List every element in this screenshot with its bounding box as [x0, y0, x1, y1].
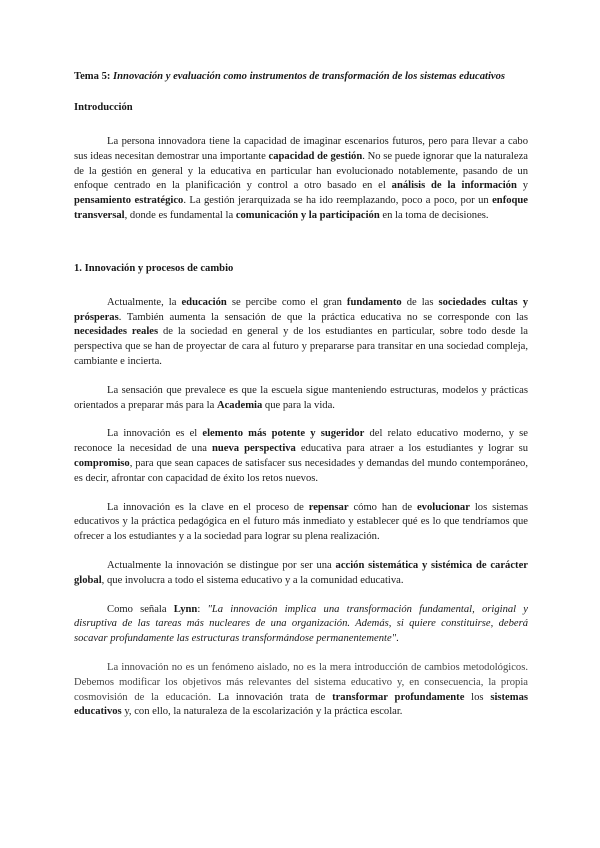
text-run: Como señala	[107, 603, 174, 615]
section-body	[74, 296, 528, 720]
text-run: y	[516, 180, 528, 192]
text-run: . La gestión jerarquizada se ha ido reemplazando, poco a poco, por un	[183, 195, 493, 207]
body-paragraph	[74, 296, 528, 370]
document-title	[74, 70, 528, 84]
bold-term: educación	[181, 296, 227, 308]
bold-term: elemento más potente y sugeridor	[202, 428, 365, 440]
text-run: del relato educativo moderno, y se reconoce la necesidad de una	[74, 428, 528, 455]
bold-term: análisis de la información	[391, 180, 517, 192]
bold-term: fundamento	[346, 296, 402, 308]
title-lead: Tema 5:	[74, 71, 111, 82]
bold-term: nueva perspectiva	[211, 443, 296, 455]
text-run: . No se puede ignorar que la naturaleza de la gestión en general y la educativa en particular han evolucionado notablemente, pasando de un enfoque centrado en la planificación y control a otro basado en el	[74, 150, 528, 192]
text-run: Actualmente la innovación se distingue por ser una	[107, 559, 336, 571]
text-run: los	[464, 691, 491, 703]
text-run: los sistemas educativos y la práctica pedagógica en el futuro más inmediato y establecer qué es lo que tendríamos que ofrecer a los estudiantes y a la sociedad para lograr su plena realización.	[74, 501, 528, 543]
bold-term: capacidad de gestión	[268, 150, 363, 162]
bold-term: pensamiento estratégico	[74, 195, 184, 207]
bold-term: transformar profundamente	[332, 691, 465, 703]
quote-text: "La innovación implica una transformación fundamental, original y disruptiva de las tareas más nucleares de una organización. Además, si quiere constituirse, deberá socavar profundamente las estructuras transformándose permanentemente"	[74, 603, 528, 645]
bold-term: repensar	[308, 501, 349, 513]
text-run: :	[197, 603, 208, 615]
bold-term: Academia	[216, 399, 263, 411]
body-paragraph	[74, 559, 528, 589]
bold-term: acción sistemática y sistémica de carácter global	[74, 559, 528, 586]
text-run: Actualmente, la	[107, 296, 182, 308]
text-run: La sensación que prevalece es que la escuela sigue manteniendo estructuras, modelos y prácticas orientados a preparar más para la	[74, 384, 528, 411]
text-run: La innovación trata de	[217, 691, 333, 703]
bold-term: sistemas educativos	[74, 691, 528, 718]
text-run: La innovación no es un fenómeno aislado, no es la mera introducción de cambios metodológicos. Debemos modificar los objetivos más relevantes del sistema educativo y, en consecuencia, la propia cosmovisión de la educación.	[74, 661, 528, 703]
text-run: La persona innovadora tiene la capacidad de imaginar escenarios futuros, pero para llevar a cabo sus ideas necesitan demostrar una importante	[74, 136, 528, 162]
body-paragraph	[74, 603, 528, 647]
body-paragraph	[74, 501, 528, 545]
text-run: de la sociedad en general y de los estudiantes en particular, sobre todo desde la perspectiva que se han de proyectar de cara al futuro y prepararse para transitar en una sociedad compleja, cambiante e incierta.	[74, 326, 528, 367]
text-run: de las	[401, 296, 439, 308]
text-run: , que involucra a todo el sistema educativo y a la comunidad educativa.	[101, 574, 404, 586]
text-run: , donde es fundamental la	[124, 209, 236, 221]
text-run: , para que sean capaces de satisfacer sus necesidades y demandas del mundo contemporáneo, es decir, afrontar con capacidad de éxito los retos nuevos.	[74, 457, 528, 484]
text-run: La innovación es la clave en el proceso de	[107, 501, 309, 513]
bold-term: compromiso	[74, 457, 130, 469]
bold-term: comunicación y la participación	[235, 209, 380, 221]
text-run: se percibe como el gran	[226, 296, 347, 308]
text-run: . También aumenta la sensación de que la práctica educativa no se corresponde con las	[118, 311, 528, 323]
text-run: y, con ello, la naturaleza de la escolarización y la práctica escolar.	[121, 706, 403, 718]
text-run: La innovación es el	[107, 428, 203, 440]
intro-paragraph	[74, 135, 528, 224]
bold-term: Lynn	[173, 603, 198, 615]
section-heading: 1. Innovación y procesos de cambio	[74, 262, 234, 274]
text-run: .	[396, 633, 399, 645]
text-run: cómo han de	[348, 501, 417, 513]
body-paragraph	[74, 384, 528, 414]
bold-term: enfoque transversal	[74, 195, 528, 221]
bold-term: sociedades cultas y prósperas	[74, 296, 528, 323]
body-paragraph	[74, 661, 528, 720]
intro-heading: Introducción	[74, 102, 133, 113]
text-run: que para la vida.	[262, 399, 335, 411]
title-text: Innovación y evaluación como instrumentos de transformación de los sistemas educativos	[110, 71, 506, 82]
bold-term: evolucionar	[416, 501, 470, 513]
text-run: educativa para atraer a los estudiantes y lograr su	[295, 443, 528, 455]
text-run: en la toma de decisiones.	[379, 209, 489, 221]
body-paragraph	[74, 427, 528, 486]
bold-term: necesidades reales	[74, 326, 159, 338]
